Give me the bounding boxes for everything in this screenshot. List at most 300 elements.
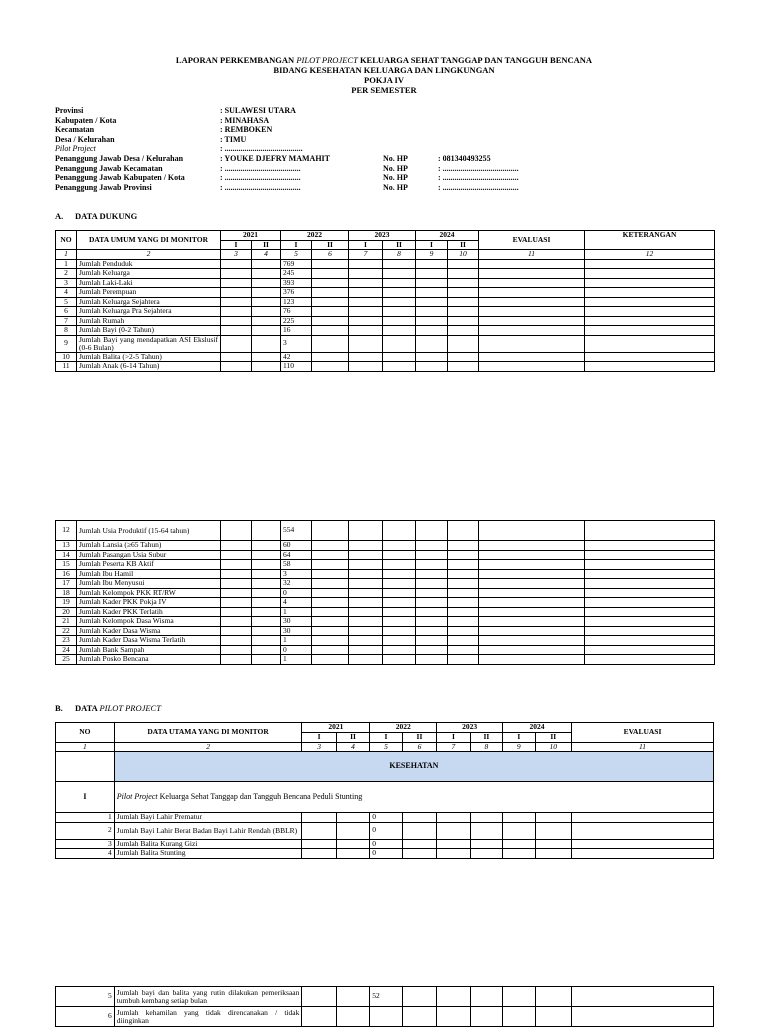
phone-value: : ......................................: [438, 182, 519, 192]
empty-cell: [221, 560, 252, 570]
title-part-b: PILOT PROJECT: [296, 55, 358, 65]
column-number: 5: [370, 742, 402, 752]
empty-cell: [221, 598, 252, 608]
empty-cell: [470, 822, 502, 839]
row-number: 3: [56, 278, 77, 288]
empty-cell: [383, 335, 416, 352]
sem-header: I: [302, 733, 336, 743]
column-number: 3: [302, 742, 336, 752]
column-number: 9: [416, 250, 448, 260]
row-label: Jumlah Balita Stunting: [114, 849, 302, 859]
empty-cell: [448, 560, 479, 570]
empty-cell: [252, 297, 281, 307]
empty-cell: [416, 550, 448, 560]
group-title-text: Keluarga Sehat Tanggap dan Tangguh Bencana Peduli Stunting: [157, 791, 363, 801]
table-row: [56, 326, 715, 336]
sem-header: II: [336, 733, 369, 743]
empty-cell: [448, 362, 479, 372]
empty-cell: [585, 307, 715, 317]
col-header-evaluasi: EVALUASI: [572, 723, 714, 743]
empty-cell: [383, 598, 416, 608]
empty-cell: [312, 316, 349, 326]
empty-cell: [585, 655, 715, 665]
phone-value: : ......................................: [438, 163, 519, 173]
empty-cell: [349, 569, 383, 579]
value-2022-sem1: 16: [281, 326, 312, 336]
empty-cell: [221, 579, 252, 589]
column-number-row: [56, 742, 714, 752]
empty-cell: [349, 617, 383, 627]
row-number: 17: [56, 579, 77, 589]
row-label: Jumlah Bayi Lahir Prematur: [114, 813, 302, 823]
empty-cell: [479, 550, 585, 560]
column-number: 11: [479, 250, 585, 260]
empty-cell: [479, 626, 585, 636]
value-2022-sem1: 0: [370, 849, 402, 859]
identity-label: Provinsi: [55, 106, 84, 115]
empty-cell: [252, 269, 281, 279]
table-row: [56, 839, 714, 849]
empty-cell: [437, 987, 470, 1007]
empty-cell: [221, 626, 252, 636]
sem-header: II: [383, 240, 416, 250]
empty-cell: [479, 362, 585, 372]
table-row: [56, 269, 715, 279]
column-number: 10: [448, 250, 479, 260]
empty-cell: [312, 297, 349, 307]
empty-cell: [585, 316, 715, 326]
empty-cell: [383, 352, 416, 362]
value-2022-sem1: 769: [281, 259, 312, 269]
empty-cell: [221, 259, 252, 269]
empty-cell: [221, 617, 252, 627]
empty-cell: [585, 335, 715, 352]
report-title-line1: [0, 55, 768, 65]
section-b-heading: [55, 703, 161, 713]
row-number: 21: [56, 617, 77, 627]
table-row: [56, 541, 715, 551]
empty-cell: [585, 569, 715, 579]
empty-cell: [585, 521, 715, 541]
row-label: Jumlah Penduduk: [77, 259, 221, 269]
row-label: Jumlah Peserta KB Aktif: [77, 560, 221, 570]
empty-cell: [585, 579, 715, 589]
table-row: [56, 607, 715, 617]
empty-cell: [349, 316, 383, 326]
empty-cell: [479, 560, 585, 570]
column-number: 7: [349, 250, 383, 260]
value-2022-sem1: 3: [281, 569, 312, 579]
sem-header: II: [312, 240, 349, 250]
identity-value: : MINAHASA: [220, 115, 270, 125]
empty-cell: [252, 560, 281, 570]
empty-cell: [221, 655, 252, 665]
empty-cell: [448, 259, 479, 269]
empty-cell: [349, 607, 383, 617]
empty-cell: [312, 288, 349, 298]
empty-cell: [416, 335, 448, 352]
empty-cell: [349, 278, 383, 288]
table-row: [56, 307, 715, 317]
table-row: [56, 987, 714, 1007]
row-number: 24: [56, 645, 77, 655]
empty-cell: [252, 259, 281, 269]
sem-header: I: [437, 733, 470, 743]
row-number: 16: [56, 569, 77, 579]
empty-cell: [221, 316, 252, 326]
empty-cell: [470, 987, 502, 1007]
empty-cell: [448, 550, 479, 560]
empty-cell: [416, 307, 448, 317]
empty-cell: [479, 259, 585, 269]
col-header-keterangan: KETERANGAN: [585, 231, 715, 250]
empty-cell: [479, 307, 585, 317]
empty-cell: [336, 987, 369, 1007]
empty-cell: [383, 278, 416, 288]
empty-cell: [221, 335, 252, 352]
empty-cell: [416, 626, 448, 636]
empty-cell: [312, 636, 349, 646]
row-label: Jumlah Bayi yang mendapatkan ASI Ekslusif (0-6 Bulan): [77, 335, 221, 352]
table-row: [56, 288, 715, 298]
empty-cell: [416, 259, 448, 269]
empty-cell: [349, 550, 383, 560]
empty-cell: [448, 598, 479, 608]
empty-cell: [252, 326, 281, 336]
report-title-line2: BIDANG KESEHATAN KELUARGA DAN LINGKUNGAN: [273, 65, 495, 75]
value-2022-sem1: 554: [281, 521, 312, 541]
table-row: [56, 259, 715, 269]
value-2022-sem1: 1: [281, 607, 312, 617]
empty-cell: [252, 352, 281, 362]
table-row: [56, 822, 714, 839]
row-number: 14: [56, 550, 77, 560]
empty-cell: [416, 278, 448, 288]
empty-cell: [585, 259, 715, 269]
empty-cell: [448, 617, 479, 627]
empty-cell: [252, 588, 281, 598]
row-label: Jumlah Kelompok PKK RT/RW: [77, 588, 221, 598]
col-header-year-2024: 2024: [503, 723, 572, 733]
phone-value: : ......................................: [438, 173, 519, 183]
empty-cell: [448, 307, 479, 317]
empty-cell: [252, 521, 281, 541]
empty-cell: [221, 269, 252, 279]
value-2022-sem1: 64: [281, 550, 312, 560]
empty-cell: [302, 822, 336, 839]
empty-cell: [416, 560, 448, 570]
empty-cell: [383, 626, 416, 636]
sem-header: I: [416, 240, 448, 250]
empty-cell: [479, 352, 585, 362]
empty-cell: [221, 645, 252, 655]
empty-cell: [585, 352, 715, 362]
empty-cell: [252, 607, 281, 617]
row-number: 23: [56, 636, 77, 646]
value-2022-sem1: 1: [281, 636, 312, 646]
empty-cell: [302, 813, 336, 823]
empty-cell: [349, 588, 383, 598]
empty-cell: [383, 316, 416, 326]
row-number: 9: [56, 335, 77, 352]
table-row: [56, 316, 715, 326]
value-2022-sem1: 0: [281, 645, 312, 655]
identity-label: Pilot Project: [55, 144, 96, 154]
empty-cell: [479, 297, 585, 307]
empty-cell: [312, 269, 349, 279]
empty-cell: [252, 626, 281, 636]
empty-cell: [585, 617, 715, 627]
title-part-c: KELUARGA SEHAT TANGGAP DAN TANGGUH BENCANA: [357, 55, 593, 65]
col-header-year-2021: 2021: [302, 723, 370, 733]
table-row: [56, 849, 714, 859]
column-number: 8: [383, 250, 416, 260]
empty-cell: [479, 269, 585, 279]
value-2022-sem1: 1: [281, 655, 312, 665]
column-number: 1: [56, 250, 77, 260]
sem-header: II: [402, 733, 436, 743]
empty-cell: [503, 813, 535, 823]
empty-cell: [416, 541, 448, 551]
table-row: [56, 335, 715, 352]
row-number: 6: [56, 307, 77, 317]
empty-cell: [252, 362, 281, 372]
title-part-a: LAPORAN PERKEMBANGAN: [175, 55, 297, 65]
empty-cell: [572, 839, 714, 849]
identity-label: Penanggung Jawab Provinsi: [55, 182, 152, 192]
section-a-number: A.: [55, 211, 64, 221]
table-row: [56, 655, 715, 665]
empty-cell: [349, 297, 383, 307]
empty-cell: [437, 822, 470, 839]
empty-cell: [585, 550, 715, 560]
sem-header: I: [221, 240, 252, 250]
empty-cell: [349, 645, 383, 655]
col-header-year-2023: 2023: [437, 723, 503, 733]
sem-header: I: [503, 733, 535, 743]
value-2022-sem1: 4: [281, 598, 312, 608]
row-number: 25: [56, 655, 77, 665]
table-row: [56, 521, 715, 541]
empty-cell: [535, 813, 571, 823]
col-header-data: DATA UTAMA YANG DI MONITOR: [114, 723, 302, 743]
empty-cell: [448, 579, 479, 589]
empty-cell: [302, 839, 336, 849]
empty-cell: [383, 550, 416, 560]
empty-cell: [349, 307, 383, 317]
empty-cell: [448, 288, 479, 298]
col-header-year-2022: 2022: [370, 723, 437, 733]
empty-cell: [349, 541, 383, 551]
col-header-evaluasi: EVALUASI: [479, 231, 585, 250]
empty-cell: [585, 560, 715, 570]
row-number: 2: [56, 269, 77, 279]
empty-cell: [221, 607, 252, 617]
row-number: 4: [56, 849, 115, 859]
empty-cell: [221, 362, 252, 372]
empty-cell: [479, 316, 585, 326]
value-2022-sem1: 110: [281, 362, 312, 372]
empty-cell: [312, 655, 349, 665]
empty-cell: [585, 362, 715, 372]
col-header-data: DATA UMUM YANG DI MONITOR: [77, 231, 221, 250]
table-row: [56, 598, 715, 608]
col-header-no: NO: [56, 723, 115, 743]
empty-cell: [503, 839, 535, 849]
sem-header: II: [470, 733, 502, 743]
sem-header: II: [448, 240, 479, 250]
value-2022-sem1: 0: [370, 822, 402, 839]
section-b-number: B.: [55, 703, 63, 713]
row-label: Jumlah Kader PKK Pokja IV: [77, 598, 221, 608]
empty-cell: [349, 326, 383, 336]
empty-cell: [585, 297, 715, 307]
table-row: [56, 588, 715, 598]
row-number: 3: [56, 839, 115, 849]
empty-cell: [448, 335, 479, 352]
empty-cell: [479, 588, 585, 598]
value-2022-sem1: 42: [281, 352, 312, 362]
empty-cell: [349, 335, 383, 352]
phone-value: : 081340493255: [438, 153, 491, 163]
column-number: 2: [77, 250, 221, 260]
empty-cell: [383, 269, 416, 279]
empty-cell: [402, 849, 436, 859]
empty-cell: [572, 822, 714, 839]
column-number: 12: [585, 250, 715, 260]
column-number: 3: [221, 250, 252, 260]
empty-cell: [383, 307, 416, 317]
identity-label: Penanggung Jawab Desa / Kelurahan: [55, 153, 184, 163]
sem-header: II: [535, 733, 571, 743]
empty-cell: [470, 849, 502, 859]
empty-cell: [252, 655, 281, 665]
row-label: Jumlah Balita Kurang Gizi: [114, 839, 302, 849]
empty-cell: [585, 588, 715, 598]
empty-cell: [416, 598, 448, 608]
report-title-line4: PER SEMESTER: [351, 85, 417, 95]
empty-cell: [585, 607, 715, 617]
phone-label: No. HP: [383, 173, 408, 183]
empty-cell: [416, 579, 448, 589]
empty-cell: [479, 326, 585, 336]
value-2022-sem1: 76: [281, 307, 312, 317]
empty-cell: [349, 598, 383, 608]
value-2022-sem1: 225: [281, 316, 312, 326]
empty-cell: [383, 569, 416, 579]
empty-cell: [221, 352, 252, 362]
row-label: Jumlah Kader Dasa Wisma: [77, 626, 221, 636]
col-header-year-2023: 2023: [349, 231, 416, 241]
empty-cell: [349, 626, 383, 636]
empty-cell: [585, 269, 715, 279]
empty-cell: [416, 617, 448, 627]
empty-cell: [535, 849, 571, 859]
empty-cell: [437, 849, 470, 859]
column-number: 5: [281, 250, 312, 260]
row-number: 12: [56, 521, 77, 541]
empty-cell: [470, 813, 502, 823]
row-label: Jumlah Keluarga Pra Sejahtera: [77, 307, 221, 317]
column-number: 4: [336, 742, 369, 752]
row-number: 18: [56, 588, 77, 598]
empty-cell: [416, 316, 448, 326]
empty-cell: [312, 626, 349, 636]
empty-cell: [383, 607, 416, 617]
data-dukung-table-part2: [55, 520, 715, 665]
value-2022-sem1: 58: [281, 560, 312, 570]
empty-cell: [302, 849, 336, 859]
empty-cell: [221, 288, 252, 298]
column-number: 9: [503, 742, 535, 752]
row-label: Jumlah kehamilan yang tidak direncanakan / tidak diinginkan: [114, 1007, 302, 1027]
empty-cell: [448, 297, 479, 307]
group-number: I: [56, 782, 115, 813]
row-label: Jumlah Usia Produktif (15-64 tahun): [77, 521, 221, 541]
empty-cell: [416, 269, 448, 279]
row-label: Jumlah Anak (6-14 Tahun): [77, 362, 221, 372]
row-number: 6: [56, 1007, 115, 1027]
empty-cell: [585, 645, 715, 655]
col-header-year-2022: 2022: [281, 231, 349, 241]
row-label: Jumlah Pasangan Usia Subur: [77, 550, 221, 560]
table-row: [56, 569, 715, 579]
empty-cell: [252, 335, 281, 352]
row-label: Jumlah Balita (>2-5 Tahun): [77, 352, 221, 362]
identity-label: Penanggung Jawab Kecamatan: [55, 163, 163, 173]
identity-value: : ......................................: [220, 182, 301, 192]
empty-cell: [221, 521, 252, 541]
empty-cell: [416, 362, 448, 372]
empty-cell: [585, 626, 715, 636]
empty-cell: [416, 636, 448, 646]
row-number: 22: [56, 626, 77, 636]
kesehatan-band: KESEHATAN: [114, 752, 713, 782]
identity-value: : SULAWESI UTARA: [220, 106, 296, 115]
empty-cell: [402, 839, 436, 849]
empty-cell: [402, 813, 436, 823]
column-number-row: [56, 250, 715, 260]
empty-cell: [252, 617, 281, 627]
value-2022-sem1: 123: [281, 297, 312, 307]
table-row: [56, 617, 715, 627]
empty-cell: [416, 607, 448, 617]
empty-cell: [448, 588, 479, 598]
row-number: 5: [56, 987, 115, 1007]
row-label: Jumlah Posko Bencana: [77, 655, 221, 665]
table-row: [56, 560, 715, 570]
data-pilot-project-table-part2: [55, 986, 714, 1027]
empty-cell: [416, 352, 448, 362]
empty-cell: [402, 822, 436, 839]
empty-cell: [448, 352, 479, 362]
empty-cell: [535, 822, 571, 839]
empty-cell: [448, 541, 479, 551]
empty-cell: [503, 987, 535, 1007]
table-row: [56, 550, 715, 560]
identity-label: Desa / Kelurahan: [55, 134, 115, 144]
identity-label: Penanggung Jawab Kabupaten / Kota: [55, 173, 185, 183]
row-label: Jumlah Bayi (0-2 Tahun): [77, 326, 221, 336]
empty-cell: [252, 579, 281, 589]
empty-cell: [585, 541, 715, 551]
row-label: Jumlah Perempuan: [77, 288, 221, 298]
row-number: 20: [56, 607, 77, 617]
row-label: Jumlah Kader PKK Terlatih: [77, 607, 221, 617]
section-b-title-italic: PILOT PROJECT: [99, 703, 161, 713]
empty-cell: [479, 655, 585, 665]
value-2022-sem1: 30: [281, 626, 312, 636]
